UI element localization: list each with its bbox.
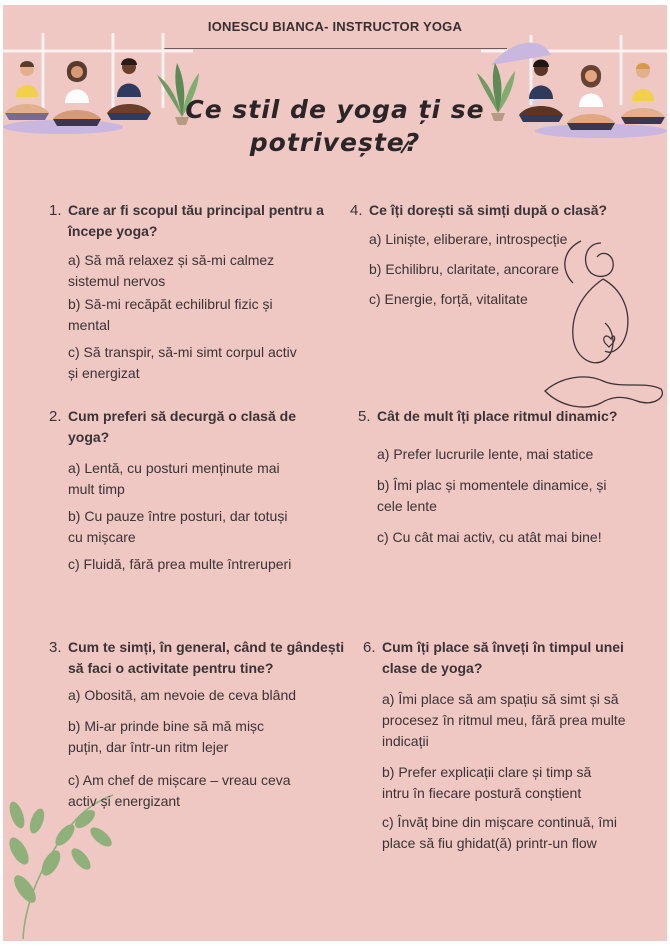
flyer-page: [3, 5, 667, 941]
question-number: 4.: [350, 202, 363, 219]
question-1: [49, 200, 333, 384]
question-number: 2.: [49, 408, 62, 425]
answer-option-b[interactable]: b) Îmi plac și momentele dinamice, și cele lente: [377, 477, 607, 514]
answer-option-a[interactable]: a) Prefer lucrurile lente, mai statice: [377, 446, 594, 462]
title-line-1: Ce stil de yoga ți se: [185, 95, 485, 124]
answer-option-c[interactable]: c) Am chef de mișcare – vreau ceva activ și energizant: [68, 772, 291, 809]
leaves-branch-icon: [3, 793, 123, 941]
question-text: Cât de mult îți place ritmul dinamic?: [377, 408, 618, 424]
question-text: Cum te simți, în general, când te gândești să faci o activitate pentru tine?: [68, 639, 345, 676]
question-number: 1.: [49, 202, 62, 219]
question-number: 5.: [358, 408, 371, 425]
question-text: Care ar fi scopul tău principal pentru a începe yoga?: [68, 202, 324, 239]
answer-option-b[interactable]: b) Cu pauze între posturi, dar totuși cu mișcare: [68, 508, 288, 545]
answer-option-a[interactable]: a) Liniște, eliberare, introspecție: [369, 231, 568, 247]
yoga-person-2-icon: [53, 61, 101, 126]
yoga-person-5-icon: [567, 65, 615, 130]
question-3: [49, 637, 348, 812]
answer-option-c[interactable]: c) Cu cât mai activ, cu atât mai bine!: [377, 529, 602, 545]
title-accent-tick-icon: [399, 139, 413, 155]
question-5: [358, 406, 647, 548]
answer-option-b[interactable]: b) Echilibru, claritate, ancorare: [369, 261, 559, 277]
question-2: [49, 406, 333, 575]
answer-option-b[interactable]: b) Să-mi recăpăt echilibrul fizic și mental: [68, 296, 273, 333]
answer-option-a[interactable]: a) Lentă, cu posturi menținute mai mult timp: [68, 460, 280, 497]
answer-option-b[interactable]: b) Mi-ar prinde bine să mă mișc puțin, dar într-un ritm lejer: [68, 718, 265, 755]
answer-option-b[interactable]: b) Prefer explicații clare și timp să intru în fiecare postură conștient: [382, 764, 592, 801]
instructor-header: IONESCU BIANCA- INSTRUCTOR YOGA: [207, 19, 463, 34]
answer-option-c[interactable]: c) Învăț bine din mișcare continuă, îmi place să fiu ghidat(ă) printr-un flow: [382, 814, 617, 851]
question-text: Cum îți place să înveți în timpul unei clase de yoga?: [382, 639, 624, 676]
answer-option-a[interactable]: a) Să mă relaxez și să-mi calmez sistemul nervos: [68, 252, 275, 289]
question-number: 6.: [363, 639, 376, 656]
yoga-person-4-icon: [519, 60, 563, 123]
question-number: 3.: [49, 639, 62, 656]
question-6: [363, 637, 652, 854]
yoga-person-6-icon: [621, 63, 665, 124]
answer-option-c[interactable]: c) Fluidă, fără prea multe întreruperi: [68, 556, 292, 572]
answer-option-a[interactable]: a) Obosită, am nevoie de ceva blând: [68, 687, 297, 703]
answer-option-c[interactable]: c) Energie, forță, vitalitate: [369, 291, 528, 307]
question-4: [350, 200, 639, 310]
answer-option-c[interactable]: c) Să transpir, să-mi simt corpul activ și energizat: [68, 344, 297, 381]
question-text: Cum preferi să decurgă o clasă de yoga?: [68, 408, 296, 445]
question-text: Ce îți dorești să simți după o clasă?: [369, 202, 608, 218]
title-line-2: potrivește?: [249, 128, 421, 157]
header-divider: [163, 48, 507, 49]
page-title: [163, 93, 507, 159]
answer-option-a[interactable]: a) Îmi place să am spațiu să simt și să procesez în ritmul meu, fără prea multe indicații: [382, 691, 626, 749]
